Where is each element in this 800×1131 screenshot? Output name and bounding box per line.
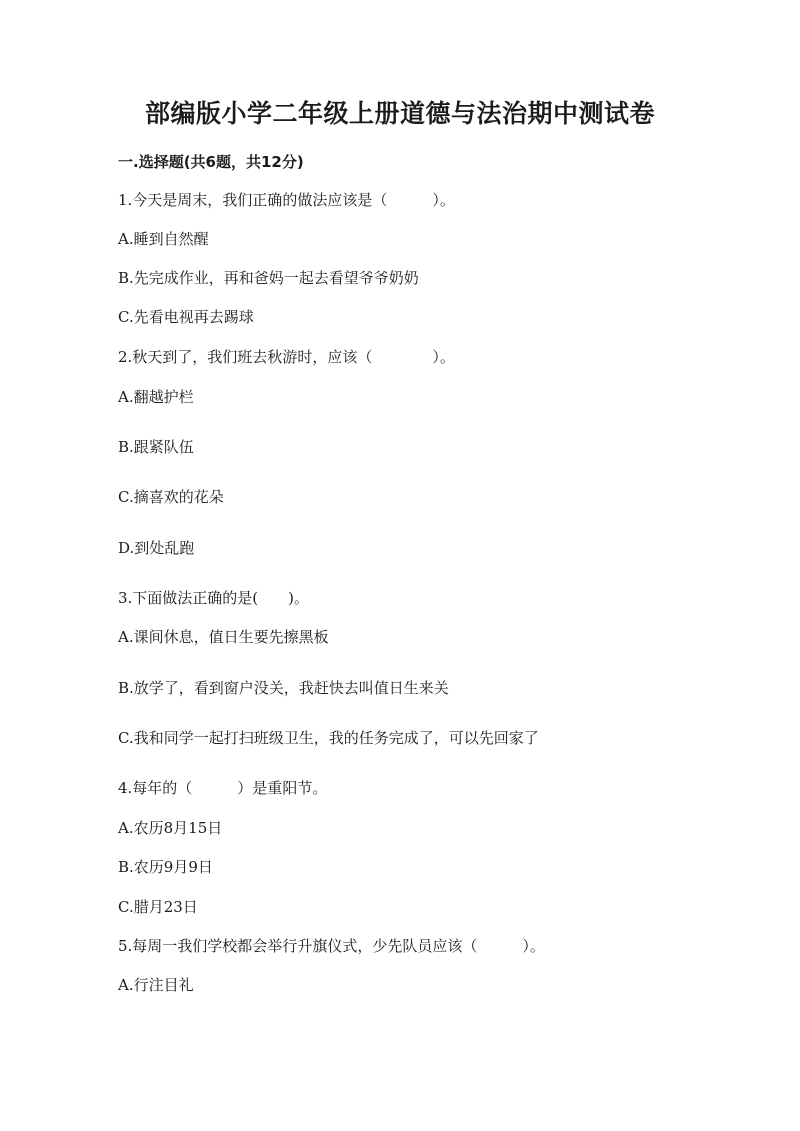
question-2-option-d: D.到处乱跑 [118, 539, 195, 557]
question-1-option-a: A.睡到自然醒 [118, 230, 209, 248]
question-4-option-a: A.农历8月15日 [118, 819, 223, 837]
question-5-option-a: A.行注目礼 [118, 976, 194, 994]
question-1-stem: 1.今天是周末，我们正确的做法应该是（ ）。 [118, 191, 455, 209]
question-1-option-b: B.先完成作业，再和爸妈一起去看望爷爷奶奶 [118, 269, 419, 287]
question-3-stem: 3.下面做法正确的是( )。 [118, 589, 310, 607]
section-heading: 一.选择题(共6题，共12分) [118, 153, 304, 171]
question-2-stem: 2.秋天到了，我们班去秋游时，应该（ ）。 [118, 348, 455, 366]
question-4-option-b: B.农历9月9日 [118, 858, 213, 876]
question-2-option-c: C.摘喜欢的花朵 [118, 488, 224, 506]
question-1-option-c: C.先看电视再去踢球 [118, 308, 254, 326]
question-5-stem: 5.每周一我们学校都会举行升旗仪式，少先队员应该（ ）。 [118, 937, 545, 955]
page-title: 部编版小学二年级上册道德与法治期中测试卷 [144, 99, 655, 128]
question-3-option-c: C.我和同学一起打扫班级卫生，我的任务完成了，可以先回家了 [118, 729, 539, 747]
question-4-stem: 4.每年的（ ）是重阳节。 [118, 779, 328, 797]
question-2-option-b: B.跟紧队伍 [118, 438, 194, 456]
question-3-option-b: B.放学了，看到窗户没关，我赶快去叫值日生来关 [118, 679, 449, 697]
question-4-option-c: C.腊月23日 [118, 898, 198, 916]
question-3-option-a: A.课间休息，值日生要先擦黑板 [118, 628, 329, 646]
question-2-option-a: A.翻越护栏 [118, 388, 194, 406]
